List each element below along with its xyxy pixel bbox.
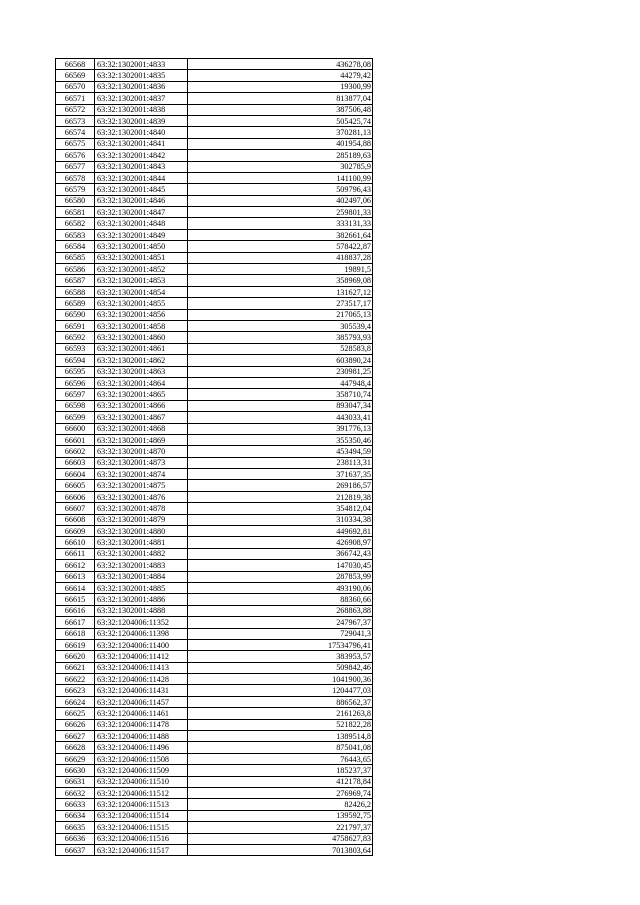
cadastral-number-cell: 63:32:1204006:11513 bbox=[95, 799, 188, 810]
row-number-cell: 66606 bbox=[56, 491, 95, 502]
row-number-cell: 66577 bbox=[56, 161, 95, 172]
row-number-cell: 66635 bbox=[56, 822, 95, 833]
cadastral-number-cell: 63:32:1204006:11428 bbox=[95, 674, 188, 685]
table-row bbox=[56, 59, 373, 70]
table-row bbox=[56, 605, 373, 616]
value-cell: 402497,06 bbox=[188, 195, 373, 206]
value-cell: 185237,37 bbox=[188, 765, 373, 776]
cadastral-number-cell: 63:32:1302001:4860 bbox=[95, 332, 188, 343]
value-cell: 268863,88 bbox=[188, 605, 373, 616]
row-number-cell: 66583 bbox=[56, 229, 95, 240]
value-cell: 259801,33 bbox=[188, 207, 373, 218]
row-number-cell: 66633 bbox=[56, 799, 95, 810]
value-cell: 333131,33 bbox=[188, 218, 373, 229]
table-row bbox=[56, 662, 373, 673]
cadastral-number-cell: 63:32:1302001:4833 bbox=[95, 59, 188, 70]
cadastral-number-cell: 63:32:1302001:4851 bbox=[95, 252, 188, 263]
value-cell: 447948,4 bbox=[188, 377, 373, 388]
row-number-cell: 66618 bbox=[56, 628, 95, 639]
table-row bbox=[56, 127, 373, 138]
row-number-cell: 66608 bbox=[56, 514, 95, 525]
value-cell: 371637,35 bbox=[188, 469, 373, 480]
cadastral-number-cell: 63:32:1302001:4882 bbox=[95, 548, 188, 559]
row-number-cell: 66617 bbox=[56, 617, 95, 628]
row-number-cell: 66626 bbox=[56, 719, 95, 730]
row-number-cell: 66578 bbox=[56, 172, 95, 183]
row-number-cell: 66611 bbox=[56, 548, 95, 559]
row-number-cell: 66630 bbox=[56, 765, 95, 776]
row-number-cell: 66587 bbox=[56, 275, 95, 286]
table-row bbox=[56, 366, 373, 377]
table-row bbox=[56, 298, 373, 309]
table-row bbox=[56, 252, 373, 263]
table-row bbox=[56, 207, 373, 218]
table-row bbox=[56, 241, 373, 252]
value-cell: 603890,24 bbox=[188, 355, 373, 366]
table-row bbox=[56, 674, 373, 685]
cadastral-number-cell: 63:32:1302001:4848 bbox=[95, 218, 188, 229]
value-cell: 247967,37 bbox=[188, 617, 373, 628]
row-number-cell: 66636 bbox=[56, 833, 95, 844]
table-row bbox=[56, 115, 373, 126]
value-cell: 217065,13 bbox=[188, 309, 373, 320]
cadastral-number-cell: 63:32:1204006:11412 bbox=[95, 651, 188, 662]
table-row bbox=[56, 844, 373, 855]
table-row bbox=[56, 264, 373, 275]
cadastral-number-cell: 63:32:1302001:4840 bbox=[95, 127, 188, 138]
table-row bbox=[56, 70, 373, 81]
cadastral-number-cell: 63:32:1302001:4849 bbox=[95, 229, 188, 240]
cadastral-number-cell: 63:32:1302001:4879 bbox=[95, 514, 188, 525]
table-row bbox=[56, 480, 373, 491]
value-cell: 1204477,03 bbox=[188, 685, 373, 696]
cadastral-number-cell: 63:32:1302001:4855 bbox=[95, 298, 188, 309]
cadastral-number-cell: 63:32:1302001:4883 bbox=[95, 560, 188, 571]
cadastral-number-cell: 63:32:1302001:4874 bbox=[95, 469, 188, 480]
value-cell: 453494,59 bbox=[188, 446, 373, 457]
cadastral-number-cell: 63:32:1302001:4885 bbox=[95, 582, 188, 593]
value-cell: 449692,81 bbox=[188, 526, 373, 537]
row-number-cell: 66603 bbox=[56, 457, 95, 468]
cadastral-number-cell: 63:32:1302001:4839 bbox=[95, 115, 188, 126]
cadastral-number-cell: 63:32:1204006:11517 bbox=[95, 844, 188, 855]
row-number-cell: 66570 bbox=[56, 81, 95, 92]
cadastral-number-cell: 63:32:1302001:4876 bbox=[95, 491, 188, 502]
cadastral-number-cell: 63:32:1302001:4884 bbox=[95, 571, 188, 582]
row-number-cell: 66625 bbox=[56, 708, 95, 719]
row-number-cell: 66569 bbox=[56, 70, 95, 81]
value-cell: 355350,46 bbox=[188, 434, 373, 445]
table-row bbox=[56, 138, 373, 149]
table-row bbox=[56, 446, 373, 457]
cadastral-number-cell: 63:32:1204006:11398 bbox=[95, 628, 188, 639]
table-row bbox=[56, 150, 373, 161]
table-row bbox=[56, 412, 373, 423]
value-cell: 370281,13 bbox=[188, 127, 373, 138]
table-row bbox=[56, 389, 373, 400]
cadastral-number-cell: 63:32:1302001:4881 bbox=[95, 537, 188, 548]
value-cell: 366742,43 bbox=[188, 548, 373, 559]
table-row bbox=[56, 696, 373, 707]
row-number-cell: 66637 bbox=[56, 844, 95, 855]
cadastral-number-cell: 63:32:1302001:4837 bbox=[95, 93, 188, 104]
cadastral-number-cell: 63:32:1302001:4886 bbox=[95, 594, 188, 605]
cadastral-number-cell: 63:32:1302001:4842 bbox=[95, 150, 188, 161]
row-number-cell: 66621 bbox=[56, 662, 95, 673]
table-row bbox=[56, 343, 373, 354]
row-number-cell: 66610 bbox=[56, 537, 95, 548]
value-cell: 82426,2 bbox=[188, 799, 373, 810]
value-cell: 886562,37 bbox=[188, 696, 373, 707]
row-number-cell: 66609 bbox=[56, 526, 95, 537]
table-row bbox=[56, 491, 373, 502]
row-number-cell: 66586 bbox=[56, 264, 95, 275]
value-cell: 509842,46 bbox=[188, 662, 373, 673]
cadastral-number-cell: 63:32:1302001:4865 bbox=[95, 389, 188, 400]
value-cell: 7013803,64 bbox=[188, 844, 373, 855]
value-cell: 412178,84 bbox=[188, 776, 373, 787]
row-number-cell: 66634 bbox=[56, 810, 95, 821]
value-cell: 528583,8 bbox=[188, 343, 373, 354]
row-number-cell: 66629 bbox=[56, 753, 95, 764]
value-cell: 19891,5 bbox=[188, 264, 373, 275]
row-number-cell: 66585 bbox=[56, 252, 95, 263]
table-row bbox=[56, 776, 373, 787]
cadastral-number-cell: 63:32:1302001:4847 bbox=[95, 207, 188, 218]
table-row bbox=[56, 161, 373, 172]
value-cell: 521822,28 bbox=[188, 719, 373, 730]
value-cell: 221797,37 bbox=[188, 822, 373, 833]
table-row bbox=[56, 788, 373, 799]
cadastral-number-cell: 63:32:1204006:11510 bbox=[95, 776, 188, 787]
cadastral-number-cell: 63:32:1302001:4862 bbox=[95, 355, 188, 366]
row-number-cell: 66602 bbox=[56, 446, 95, 457]
row-number-cell: 66601 bbox=[56, 434, 95, 445]
cadastral-number-cell: 63:32:1302001:4888 bbox=[95, 605, 188, 616]
value-cell: 505425,74 bbox=[188, 115, 373, 126]
cadastral-number-cell: 63:32:1302001:4856 bbox=[95, 309, 188, 320]
cadastral-number-cell: 63:32:1302001:4863 bbox=[95, 366, 188, 377]
value-cell: 147030,45 bbox=[188, 560, 373, 571]
cadastral-number-cell: 63:32:1204006:11413 bbox=[95, 662, 188, 673]
table-row bbox=[56, 514, 373, 525]
table-row bbox=[56, 708, 373, 719]
row-number-cell: 66616 bbox=[56, 605, 95, 616]
row-number-cell: 66572 bbox=[56, 104, 95, 115]
cadastral-number-cell: 63:32:1302001:4867 bbox=[95, 412, 188, 423]
row-number-cell: 66604 bbox=[56, 469, 95, 480]
table-row bbox=[56, 309, 373, 320]
value-cell: 358969,08 bbox=[188, 275, 373, 286]
table-row bbox=[56, 195, 373, 206]
value-cell: 1041900,36 bbox=[188, 674, 373, 685]
table-row bbox=[56, 822, 373, 833]
table-row bbox=[56, 582, 373, 593]
table-row bbox=[56, 457, 373, 468]
table-body bbox=[56, 59, 373, 856]
value-cell: 141100,99 bbox=[188, 172, 373, 183]
cadastral-number-cell: 63:32:1204006:11496 bbox=[95, 742, 188, 753]
table-row bbox=[56, 833, 373, 844]
cadastral-number-cell: 63:32:1302001:4880 bbox=[95, 526, 188, 537]
row-number-cell: 66582 bbox=[56, 218, 95, 229]
cadastral-number-cell: 63:32:1302001:4843 bbox=[95, 161, 188, 172]
row-number-cell: 66612 bbox=[56, 560, 95, 571]
value-cell: 238113,31 bbox=[188, 457, 373, 468]
cadastral-number-cell: 63:32:1302001:4875 bbox=[95, 480, 188, 491]
table-row bbox=[56, 184, 373, 195]
cadastral-number-cell: 63:32:1302001:4853 bbox=[95, 275, 188, 286]
cadastral-number-cell: 63:32:1204006:11516 bbox=[95, 833, 188, 844]
table-row bbox=[56, 742, 373, 753]
cadastral-number-cell: 63:32:1302001:4841 bbox=[95, 138, 188, 149]
value-cell: 426908,97 bbox=[188, 537, 373, 548]
table-row bbox=[56, 628, 373, 639]
cadastral-number-cell: 63:32:1302001:4873 bbox=[95, 457, 188, 468]
cadastral-number-cell: 63:32:1302001:4846 bbox=[95, 195, 188, 206]
value-cell: 273517,17 bbox=[188, 298, 373, 309]
cadastral-number-cell: 63:32:1204006:11478 bbox=[95, 719, 188, 730]
value-cell: 269186,57 bbox=[188, 480, 373, 491]
cadastral-number-cell: 63:32:1302001:4870 bbox=[95, 446, 188, 457]
table-row bbox=[56, 753, 373, 764]
value-cell: 310334,38 bbox=[188, 514, 373, 525]
row-number-cell: 66619 bbox=[56, 639, 95, 650]
cadastral-number-cell: 63:32:1302001:4845 bbox=[95, 184, 188, 195]
value-cell: 578422,87 bbox=[188, 241, 373, 252]
row-number-cell: 66620 bbox=[56, 651, 95, 662]
row-number-cell: 66607 bbox=[56, 503, 95, 514]
row-number-cell: 66597 bbox=[56, 389, 95, 400]
value-cell: 285189,63 bbox=[188, 150, 373, 161]
row-number-cell: 66632 bbox=[56, 788, 95, 799]
row-number-cell: 66575 bbox=[56, 138, 95, 149]
document-page bbox=[55, 58, 373, 856]
table-row bbox=[56, 651, 373, 662]
row-number-cell: 66589 bbox=[56, 298, 95, 309]
row-number-cell: 66592 bbox=[56, 332, 95, 343]
table-row bbox=[56, 81, 373, 92]
value-cell: 131627,12 bbox=[188, 286, 373, 297]
row-number-cell: 66568 bbox=[56, 59, 95, 70]
table-row bbox=[56, 765, 373, 776]
value-cell: 354812,04 bbox=[188, 503, 373, 514]
value-cell: 813877,04 bbox=[188, 93, 373, 104]
cadastral-number-cell: 63:32:1204006:11508 bbox=[95, 753, 188, 764]
table-row bbox=[56, 434, 373, 445]
cadastral-number-cell: 63:32:1302001:4838 bbox=[95, 104, 188, 115]
cadastral-number-cell: 63:32:1302001:4858 bbox=[95, 320, 188, 331]
row-number-cell: 66590 bbox=[56, 309, 95, 320]
value-cell: 4758627,83 bbox=[188, 833, 373, 844]
value-cell: 418837,28 bbox=[188, 252, 373, 263]
table-row bbox=[56, 810, 373, 821]
row-number-cell: 66631 bbox=[56, 776, 95, 787]
row-number-cell: 66598 bbox=[56, 400, 95, 411]
cadastral-number-cell: 63:32:1204006:11457 bbox=[95, 696, 188, 707]
table-row bbox=[56, 93, 373, 104]
cadastral-number-cell: 63:32:1302001:4854 bbox=[95, 286, 188, 297]
cadastral-number-cell: 63:32:1302001:4868 bbox=[95, 423, 188, 434]
cadastral-number-cell: 63:32:1302001:4864 bbox=[95, 377, 188, 388]
value-cell: 302785,9 bbox=[188, 161, 373, 172]
cadastral-number-cell: 63:32:1204006:11400 bbox=[95, 639, 188, 650]
row-number-cell: 66593 bbox=[56, 343, 95, 354]
value-cell: 509796,43 bbox=[188, 184, 373, 195]
value-cell: 436278,08 bbox=[188, 59, 373, 70]
table-row bbox=[56, 526, 373, 537]
row-number-cell: 66574 bbox=[56, 127, 95, 138]
table-row bbox=[56, 537, 373, 548]
cadastral-number-cell: 63:32:1302001:4861 bbox=[95, 343, 188, 354]
row-number-cell: 66571 bbox=[56, 93, 95, 104]
table-row bbox=[56, 275, 373, 286]
cadastral-number-cell: 63:32:1302001:4850 bbox=[95, 241, 188, 252]
row-number-cell: 66600 bbox=[56, 423, 95, 434]
value-cell: 358710,74 bbox=[188, 389, 373, 400]
value-cell: 493190,06 bbox=[188, 582, 373, 593]
table-row bbox=[56, 469, 373, 480]
table-row bbox=[56, 617, 373, 628]
cadastral-number-cell: 63:32:1302001:4852 bbox=[95, 264, 188, 275]
table-row bbox=[56, 332, 373, 343]
table-row bbox=[56, 423, 373, 434]
cadastral-number-cell: 63:32:1204006:11514 bbox=[95, 810, 188, 821]
cadastral-number-cell: 63:32:1302001:4836 bbox=[95, 81, 188, 92]
row-number-cell: 66614 bbox=[56, 582, 95, 593]
row-number-cell: 66594 bbox=[56, 355, 95, 366]
value-cell: 212819,38 bbox=[188, 491, 373, 502]
table-row bbox=[56, 377, 373, 388]
value-cell: 387506,48 bbox=[188, 104, 373, 115]
value-cell: 230981,25 bbox=[188, 366, 373, 377]
cadastral-number-cell: 63:32:1302001:4835 bbox=[95, 70, 188, 81]
row-number-cell: 66596 bbox=[56, 377, 95, 388]
row-number-cell: 66580 bbox=[56, 195, 95, 206]
row-number-cell: 66615 bbox=[56, 594, 95, 605]
value-cell: 443033,41 bbox=[188, 412, 373, 423]
table-row bbox=[56, 639, 373, 650]
table-row bbox=[56, 172, 373, 183]
row-number-cell: 66627 bbox=[56, 731, 95, 742]
value-cell: 385793,93 bbox=[188, 332, 373, 343]
row-number-cell: 66599 bbox=[56, 412, 95, 423]
value-cell: 2161263,8 bbox=[188, 708, 373, 719]
cadastral-number-cell: 63:32:1204006:11461 bbox=[95, 708, 188, 719]
table-row bbox=[56, 218, 373, 229]
cadastral-value-table bbox=[55, 58, 373, 856]
table-row bbox=[56, 320, 373, 331]
row-number-cell: 66584 bbox=[56, 241, 95, 252]
table-row bbox=[56, 355, 373, 366]
value-cell: 19300,99 bbox=[188, 81, 373, 92]
cadastral-number-cell: 63:32:1204006:11515 bbox=[95, 822, 188, 833]
cadastral-number-cell: 63:32:1204006:11352 bbox=[95, 617, 188, 628]
cadastral-number-cell: 63:32:1204006:11431 bbox=[95, 685, 188, 696]
table-row bbox=[56, 719, 373, 730]
row-number-cell: 66605 bbox=[56, 480, 95, 491]
row-number-cell: 66613 bbox=[56, 571, 95, 582]
cadastral-number-cell: 63:32:1302001:4869 bbox=[95, 434, 188, 445]
table-row bbox=[56, 685, 373, 696]
value-cell: 875041,08 bbox=[188, 742, 373, 753]
row-number-cell: 66588 bbox=[56, 286, 95, 297]
row-number-cell: 66595 bbox=[56, 366, 95, 377]
row-number-cell: 66628 bbox=[56, 742, 95, 753]
cadastral-number-cell: 63:32:1204006:11509 bbox=[95, 765, 188, 776]
row-number-cell: 66623 bbox=[56, 685, 95, 696]
table-row bbox=[56, 594, 373, 605]
row-number-cell: 66576 bbox=[56, 150, 95, 161]
value-cell: 383953,57 bbox=[188, 651, 373, 662]
table-row bbox=[56, 571, 373, 582]
cadastral-number-cell: 63:32:1302001:4844 bbox=[95, 172, 188, 183]
table-row bbox=[56, 286, 373, 297]
row-number-cell: 66591 bbox=[56, 320, 95, 331]
row-number-cell: 66622 bbox=[56, 674, 95, 685]
value-cell: 17534796,41 bbox=[188, 639, 373, 650]
table-row bbox=[56, 799, 373, 810]
row-number-cell: 66581 bbox=[56, 207, 95, 218]
value-cell: 729041,3 bbox=[188, 628, 373, 639]
value-cell: 287853,99 bbox=[188, 571, 373, 582]
value-cell: 276969,74 bbox=[188, 788, 373, 799]
value-cell: 88360,66 bbox=[188, 594, 373, 605]
table-row bbox=[56, 104, 373, 115]
cadastral-number-cell: 63:32:1204006:11512 bbox=[95, 788, 188, 799]
value-cell: 1389514,8 bbox=[188, 731, 373, 742]
table-row bbox=[56, 503, 373, 514]
row-number-cell: 66579 bbox=[56, 184, 95, 195]
table-row bbox=[56, 229, 373, 240]
table-row bbox=[56, 400, 373, 411]
value-cell: 76443,65 bbox=[188, 753, 373, 764]
cadastral-number-cell: 63:32:1204006:11488 bbox=[95, 731, 188, 742]
value-cell: 305539,4 bbox=[188, 320, 373, 331]
table-row bbox=[56, 560, 373, 571]
value-cell: 139592,75 bbox=[188, 810, 373, 821]
value-cell: 44279,42 bbox=[188, 70, 373, 81]
value-cell: 401954,88 bbox=[188, 138, 373, 149]
value-cell: 893047,34 bbox=[188, 400, 373, 411]
table-row bbox=[56, 731, 373, 742]
value-cell: 382661,64 bbox=[188, 229, 373, 240]
value-cell: 391776,13 bbox=[188, 423, 373, 434]
table-row bbox=[56, 548, 373, 559]
cadastral-number-cell: 63:32:1302001:4866 bbox=[95, 400, 188, 411]
cadastral-number-cell: 63:32:1302001:4878 bbox=[95, 503, 188, 514]
row-number-cell: 66573 bbox=[56, 115, 95, 126]
row-number-cell: 66624 bbox=[56, 696, 95, 707]
